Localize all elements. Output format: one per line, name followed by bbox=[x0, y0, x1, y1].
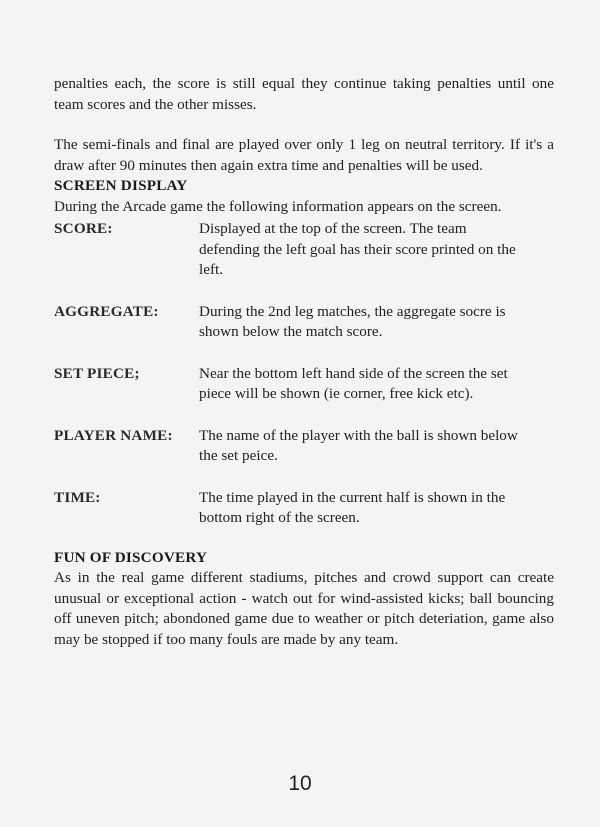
definition-text: During the 2nd leg matches, the aggregate socre is shown below the match score. bbox=[199, 302, 506, 340]
screen-display-definitions bbox=[54, 219, 554, 529]
definition-term: TIME: bbox=[54, 488, 101, 506]
definition-time bbox=[54, 488, 554, 529]
screen-display-intro: During the Arcade game the following information appears on the screen. bbox=[54, 197, 502, 215]
definition-aggregate bbox=[54, 302, 554, 343]
definition-set-piece bbox=[54, 364, 554, 405]
page-content bbox=[54, 74, 554, 650]
definition-term: SCORE: bbox=[54, 220, 113, 237]
definition-term: SET PIECE; bbox=[54, 364, 140, 382]
screen-display-heading: SCREEN DISPLAY bbox=[54, 177, 188, 194]
definition-text: Displayed at the top of the screen. The team defending the left goal has their score printed on the left. bbox=[199, 220, 516, 278]
semi-finals-paragraph: The semi-finals and final are played over only 1 leg on neutral territory. If it's a draw after 90 minutes then again extra time and penalties will be used. bbox=[54, 136, 554, 174]
definition-term: AGGREGATE: bbox=[54, 302, 159, 320]
fun-of-discovery-heading: FUN OF DISCOVERY bbox=[54, 548, 208, 566]
definition-text: The name of the player with the ball is shown below the set peice. bbox=[199, 426, 518, 464]
page-number: 10 bbox=[288, 772, 312, 795]
fun-of-discovery-paragraph: As in the real game different stadiums, pitches and crowd support can create unusual or exceptional action - watch out for wind-assisted kicks; ball bouncing off uneven pitch; abondoned game due to weather or pitch deteriation, game also may be stopped if too many fouls are made by any team. bbox=[54, 569, 554, 648]
definition-score bbox=[54, 219, 554, 281]
definition-term: PLAYER NAME: bbox=[54, 426, 173, 444]
definition-player-name bbox=[54, 426, 554, 467]
definition-text: Near the bottom left hand side of the screen the set piece will be shown (ie corner, free kick etc). bbox=[199, 364, 508, 402]
definition-text: The time played in the current half is shown in the bottom right of the screen. bbox=[199, 488, 506, 526]
penalties-paragraph: penalties each, the score is still equal they continue taking penalties until one team scores and the other misses. bbox=[54, 75, 554, 113]
